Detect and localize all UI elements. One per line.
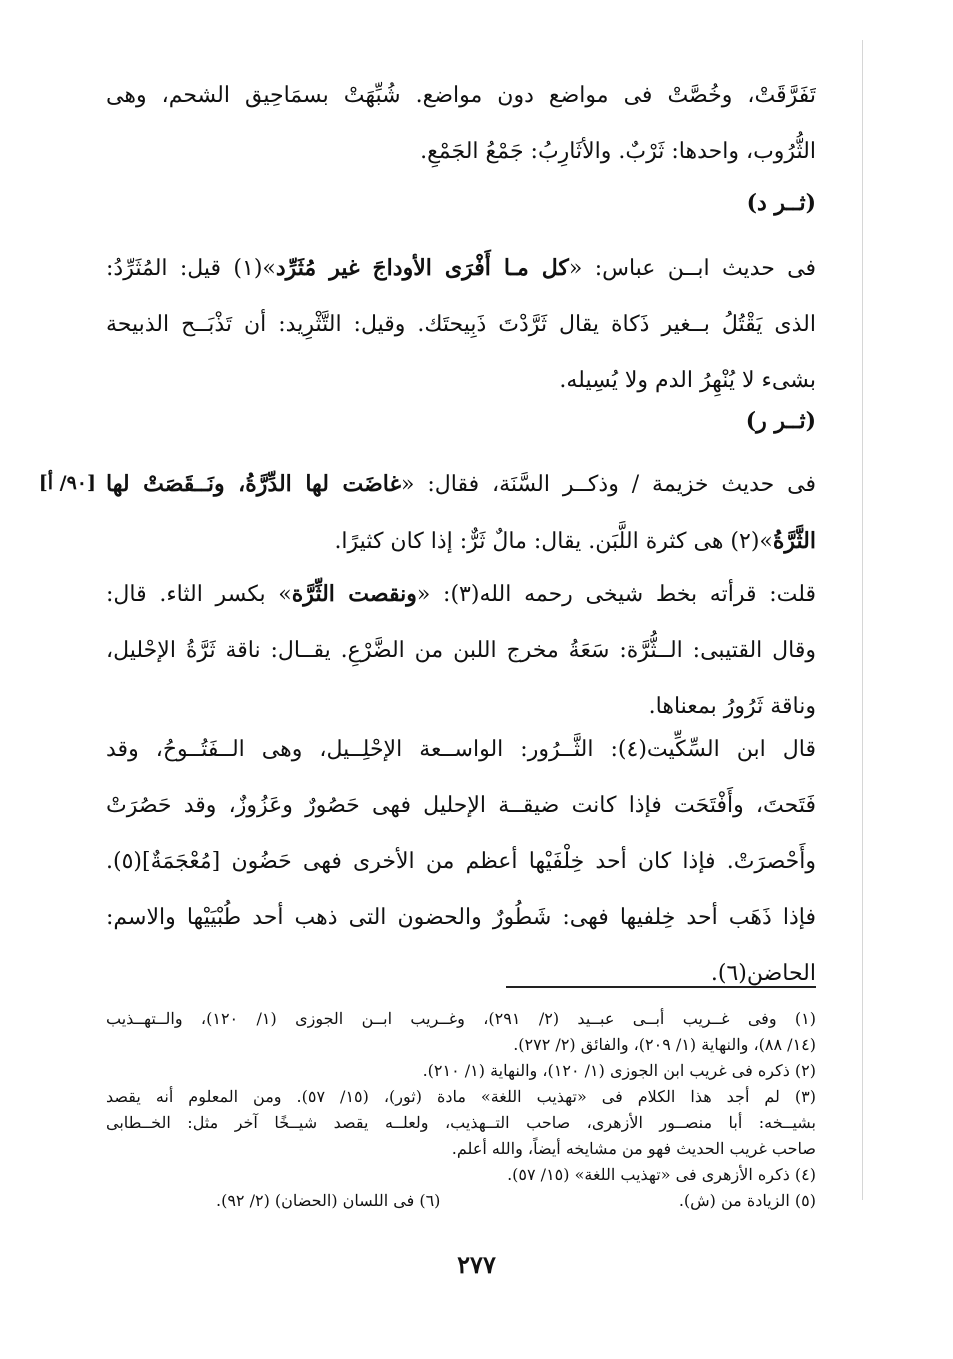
text-line bbox=[106, 566, 816, 623]
footnote-4: (٤) ذكره الأزهرى فى «تهذيب اللغة» (١٥/ ٥٧). bbox=[507, 1165, 816, 1184]
text-line: الحاضن(٦). bbox=[710, 961, 816, 986]
text-run: فى حديث خزيمة / وذكــر السَّنَة، فقال: « bbox=[400, 472, 816, 497]
page-fold-line bbox=[862, 40, 863, 1200]
text-line: وقال القتيبى: الــثُّرَّة: سَعَةُ مخرج اللبن من الضَّرْعِ. يقــال: ناقة ثَرَّةُ الإحْليل، bbox=[106, 638, 816, 663]
text-line: وأَحْصرَتْ. فإذا كان أحد خِلْفَيْها أعظم من الأخرى فهى حَضُون [مُعْجَمَةٌ](٥). bbox=[106, 849, 816, 874]
footnote-6: (٦) فى اللسان (الحضان) (٢/ ٩٢). bbox=[216, 1191, 441, 1210]
text-line: الثُّرُوب، واحدها: ثَرْبٌ. والأثَارِبُ: جَمْعُ الجَمْعِ. bbox=[420, 139, 816, 164]
footnotes bbox=[106, 1006, 816, 1214]
thrr-paragraph-1 bbox=[106, 456, 816, 570]
thrr-paragraph-3 bbox=[106, 722, 816, 1002]
text-line: قال ابن السِّكِّيت(٤): الثَّــرُور: الواســعة الإحْلِــيل، وهى الــفَتُــوحُ، وقد bbox=[106, 737, 816, 762]
manuscript-folio-reference: [٩٠/ أ] bbox=[38, 472, 96, 494]
text-run: »(٢) هى كثرة اللَّبَن. يقال: مالٌ ثَرٌّ: إذا كان كثيرًا. bbox=[334, 529, 773, 554]
footnote-1: (١) وفى غــريب أبــى عبــيد (٢/ ٢٩١)، وغــريب ابــن الجوزى (١/ ١٢٠)، والــتهــذيب bbox=[106, 1009, 816, 1028]
hadith-quote: كل مـا أَفْرَى الأوداجَ غير مُثَرِّد bbox=[275, 255, 569, 281]
text-line: وناقة ثَرُورُ بمعناها. bbox=[648, 694, 816, 719]
text-run: فى حديث ابــن عباس: « bbox=[568, 256, 816, 281]
text-run: قلت: قرأته بخط شيخى رحمه الله(٣): « bbox=[416, 582, 816, 607]
footnote-2: (٢) ذكره فى غريب ابن الجوزى (١/ ١٢٠)، والنهاية (١/ ٢١٠). bbox=[422, 1061, 816, 1080]
footnote-5: (٥) الزيادة من (ش). bbox=[678, 1191, 816, 1210]
quoted-variant: ونقصت الثِّرَّة bbox=[291, 581, 417, 607]
entry-heading-thrd: (ثــر د) bbox=[746, 190, 816, 216]
text-line: بشىء لا يُنْهِرُ الدم ولا يُسِيله. bbox=[559, 368, 816, 393]
footnote-3: (٣) لم أجد هذا الكلام فى «تهذيب اللغة» مادة (ثور)، (١٥/ ٥٧). ومن المعلوم أنه يقصد bbox=[106, 1087, 816, 1106]
text-run: »(١) قيل: المُثَرِّدُ: bbox=[106, 256, 276, 281]
thrr-paragraph-2 bbox=[106, 566, 816, 735]
text-line: الذى يَقْتُلُ بــغير ذَكاة يقال ثَرَّدْتَ ذَبِيحتَك. وقيل: التَّثْرِيد: أن تَذْبَــح الذبيحة bbox=[106, 312, 816, 337]
footnote-1-cont: (١٤/ ٨٨)، والنهاية (١/ ٢٠٩)، والفائق (٢/ ٢٧٢). bbox=[513, 1035, 816, 1054]
intro-paragraph bbox=[106, 68, 816, 180]
hadith-quote: غاضَت لها الدِّرَّةُ، ونَــقَصَتْ لها bbox=[106, 471, 401, 497]
text-line: فإذا ذَهَب أحد خِلفيها فهى: شَطُورٌ والحضون التى ذهب أحد طُبْيَيْها والاسم: bbox=[106, 905, 816, 930]
entry-heading-thrr: (ثــر ر) bbox=[745, 408, 816, 434]
thrd-paragraph bbox=[106, 240, 816, 409]
text-line bbox=[106, 513, 816, 570]
text-run: » بكسر الثاء. قال: bbox=[106, 582, 292, 607]
hadith-quote: الثَّرَّةُ bbox=[772, 528, 816, 554]
text-line bbox=[106, 240, 816, 297]
text-line: تَفَرَّقَتْ، وخُصَّتْ فى مواضع دون مواضع. شُبِّهَتْ بسمَاحِيق الشحم، وهى bbox=[106, 83, 816, 108]
footnote-5-6-row bbox=[216, 1188, 816, 1214]
text-line: فَتَحتَ، وأَفْتَحَت فإذا كانت ضيقــة الإحليل فهى حَصُورٌ وعَزُوزٌ، وقد حَصُرَتْ bbox=[106, 793, 816, 818]
footnote-3-cont: بشيــخه: أبا منصــور الأزهرى، صاحب التــهذيب، ولعلــه يقصد شيــخًا آخر مثل: الخــطابى bbox=[106, 1113, 816, 1132]
footnote-separator bbox=[506, 986, 816, 988]
text-line bbox=[106, 456, 816, 513]
page-number: ٢٧٧ bbox=[457, 1250, 496, 1279]
footnote-3-end: صاحب غريب الحديث فهو من مشايخه أيضاً، والله أعلم. bbox=[451, 1139, 816, 1158]
